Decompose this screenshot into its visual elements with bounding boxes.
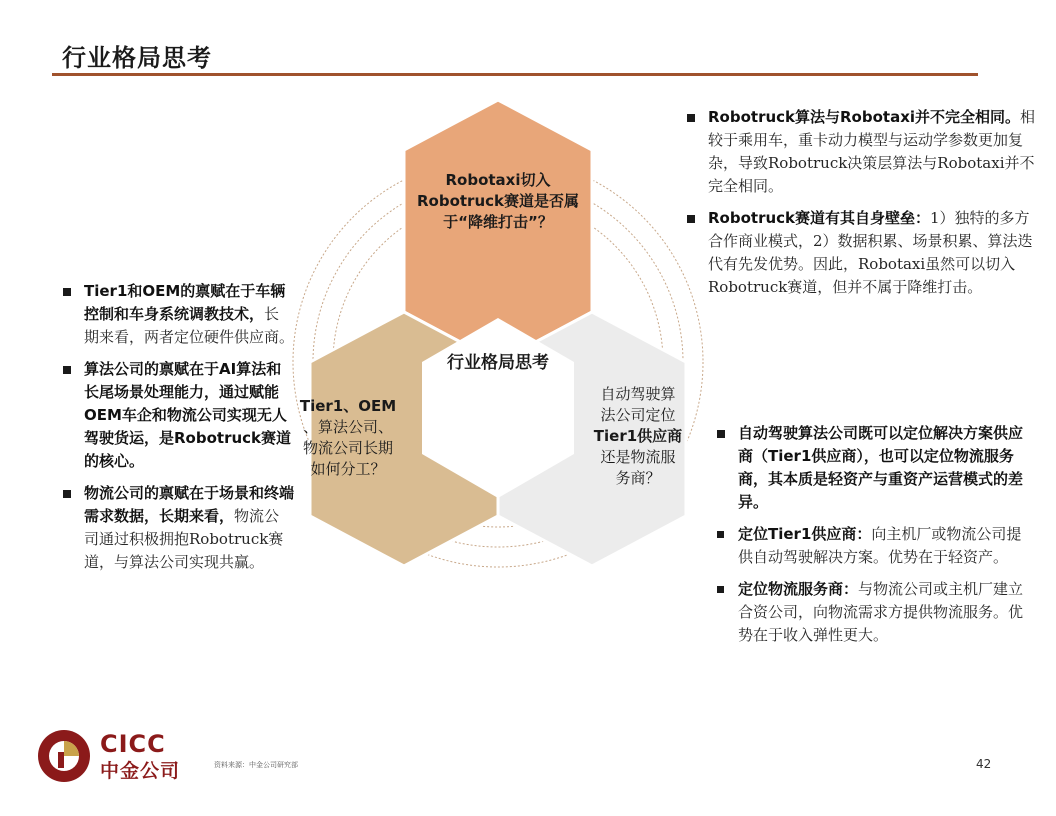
left-segment-label [286, 396, 410, 480]
diagram-center-label: 行业格局思考 [447, 353, 549, 373]
segment-line: 物流公司长期 [302, 439, 393, 457]
logo-text-cn: 中金公司 [100, 760, 181, 782]
segment-line: Robotruck赛道是否属 [416, 192, 579, 210]
segment-line: 法公司定位 [600, 406, 676, 424]
segment-line: 如何分工？ [310, 460, 386, 478]
list-item-bold: 自动驾驶算法公司既可以定位解决方案供应商（Tier1供应商），也可以定位物流服务商，其本质是轻资产与重资产运营模式的差异。 [738, 424, 1024, 511]
sub-list-item [716, 523, 1034, 569]
title-divider [52, 73, 978, 76]
bottom-right-bullet-list [716, 422, 1034, 656]
segment-line: Tier1供应商 [593, 427, 683, 445]
list-item-bold: 算法公司的禀赋在于AI算法和长尾场景处理能力，通过赋能OEM车企和物流公司实现无人驾驶货运，是Robotruck赛道的核心。 [84, 360, 292, 470]
list-item-text: 与物流公司或主机厂建立合资公司，向物流需求方提供物流服务。优势在于收入弹性更大。 [738, 580, 1024, 644]
cicc-emblem-icon [36, 728, 92, 784]
framework-diagram [270, 92, 730, 602]
list-item-text: 1）独特的多方合作商业模式，2）数据积累、场景积累、算法迭代有先发优势。因此，Robotaxi虽然可以切入Robotruck赛道，但并不属于降维打击。 [708, 209, 1033, 296]
segment-line: 还是物流服 [600, 448, 676, 466]
list-item-bold: Robotruck赛道有其自身壁垒： [708, 209, 931, 227]
list-item [686, 207, 1042, 299]
list-item-text: 相较于乘用车，重卡动力模型与运动学参数更加复杂，导致Robotruck决策层算法与Robotaxi并不完全相同。 [708, 108, 1036, 195]
right-segment-label [586, 384, 690, 489]
segment-line: 、算法公司、 [302, 418, 393, 436]
list-item [716, 422, 1034, 514]
segment-line: 于“降维打击”？ [443, 213, 553, 231]
list-item-text: 物流公司通过积极拥抱Robotruck赛道，与算法公司实现共赢。 [84, 507, 284, 571]
page-title: 行业格局思考 [62, 43, 212, 72]
segment-line: Tier1、OEM [299, 397, 397, 415]
list-item-text: 长期来看，两者定位硬件供应商。 [84, 305, 295, 346]
left-bullet-list [62, 280, 294, 583]
list-item-text: 向主机厂或物流公司提供自动驾驶解决方案。优势在于轻资产。 [738, 525, 1022, 566]
segment-line: 务商？ [615, 469, 661, 487]
sub-list-item [716, 578, 1034, 647]
segment-line: Robotaxi切入 [445, 171, 551, 189]
list-item [62, 280, 294, 349]
list-item [62, 482, 294, 574]
logo-text-en: CICC [100, 730, 166, 758]
list-item-bold: 物流公司的禀赋在于场景和终端需求数据，长期来看， [84, 484, 295, 525]
cicc-logo [36, 728, 196, 784]
list-item-bold: 定位Tier1供应商： [738, 525, 872, 543]
list-item-bold: Robotruck算法与Robotaxi并不完全相同。 [708, 108, 1021, 126]
list-item-bold: Tier1和OEM的禀赋在于车辆控制和车身系统调教技术， [84, 282, 286, 323]
list-item [62, 358, 294, 473]
top-segment-label [400, 170, 596, 233]
page-number: 42 [976, 757, 992, 771]
list-item-bold: 定位物流服务商： [738, 580, 859, 598]
segment-line: 自动驾驶算 [600, 385, 676, 403]
list-item [686, 106, 1042, 198]
source-note: 资料来源：中金公司研究部 [214, 761, 298, 769]
top-right-bullet-list [686, 106, 1042, 308]
